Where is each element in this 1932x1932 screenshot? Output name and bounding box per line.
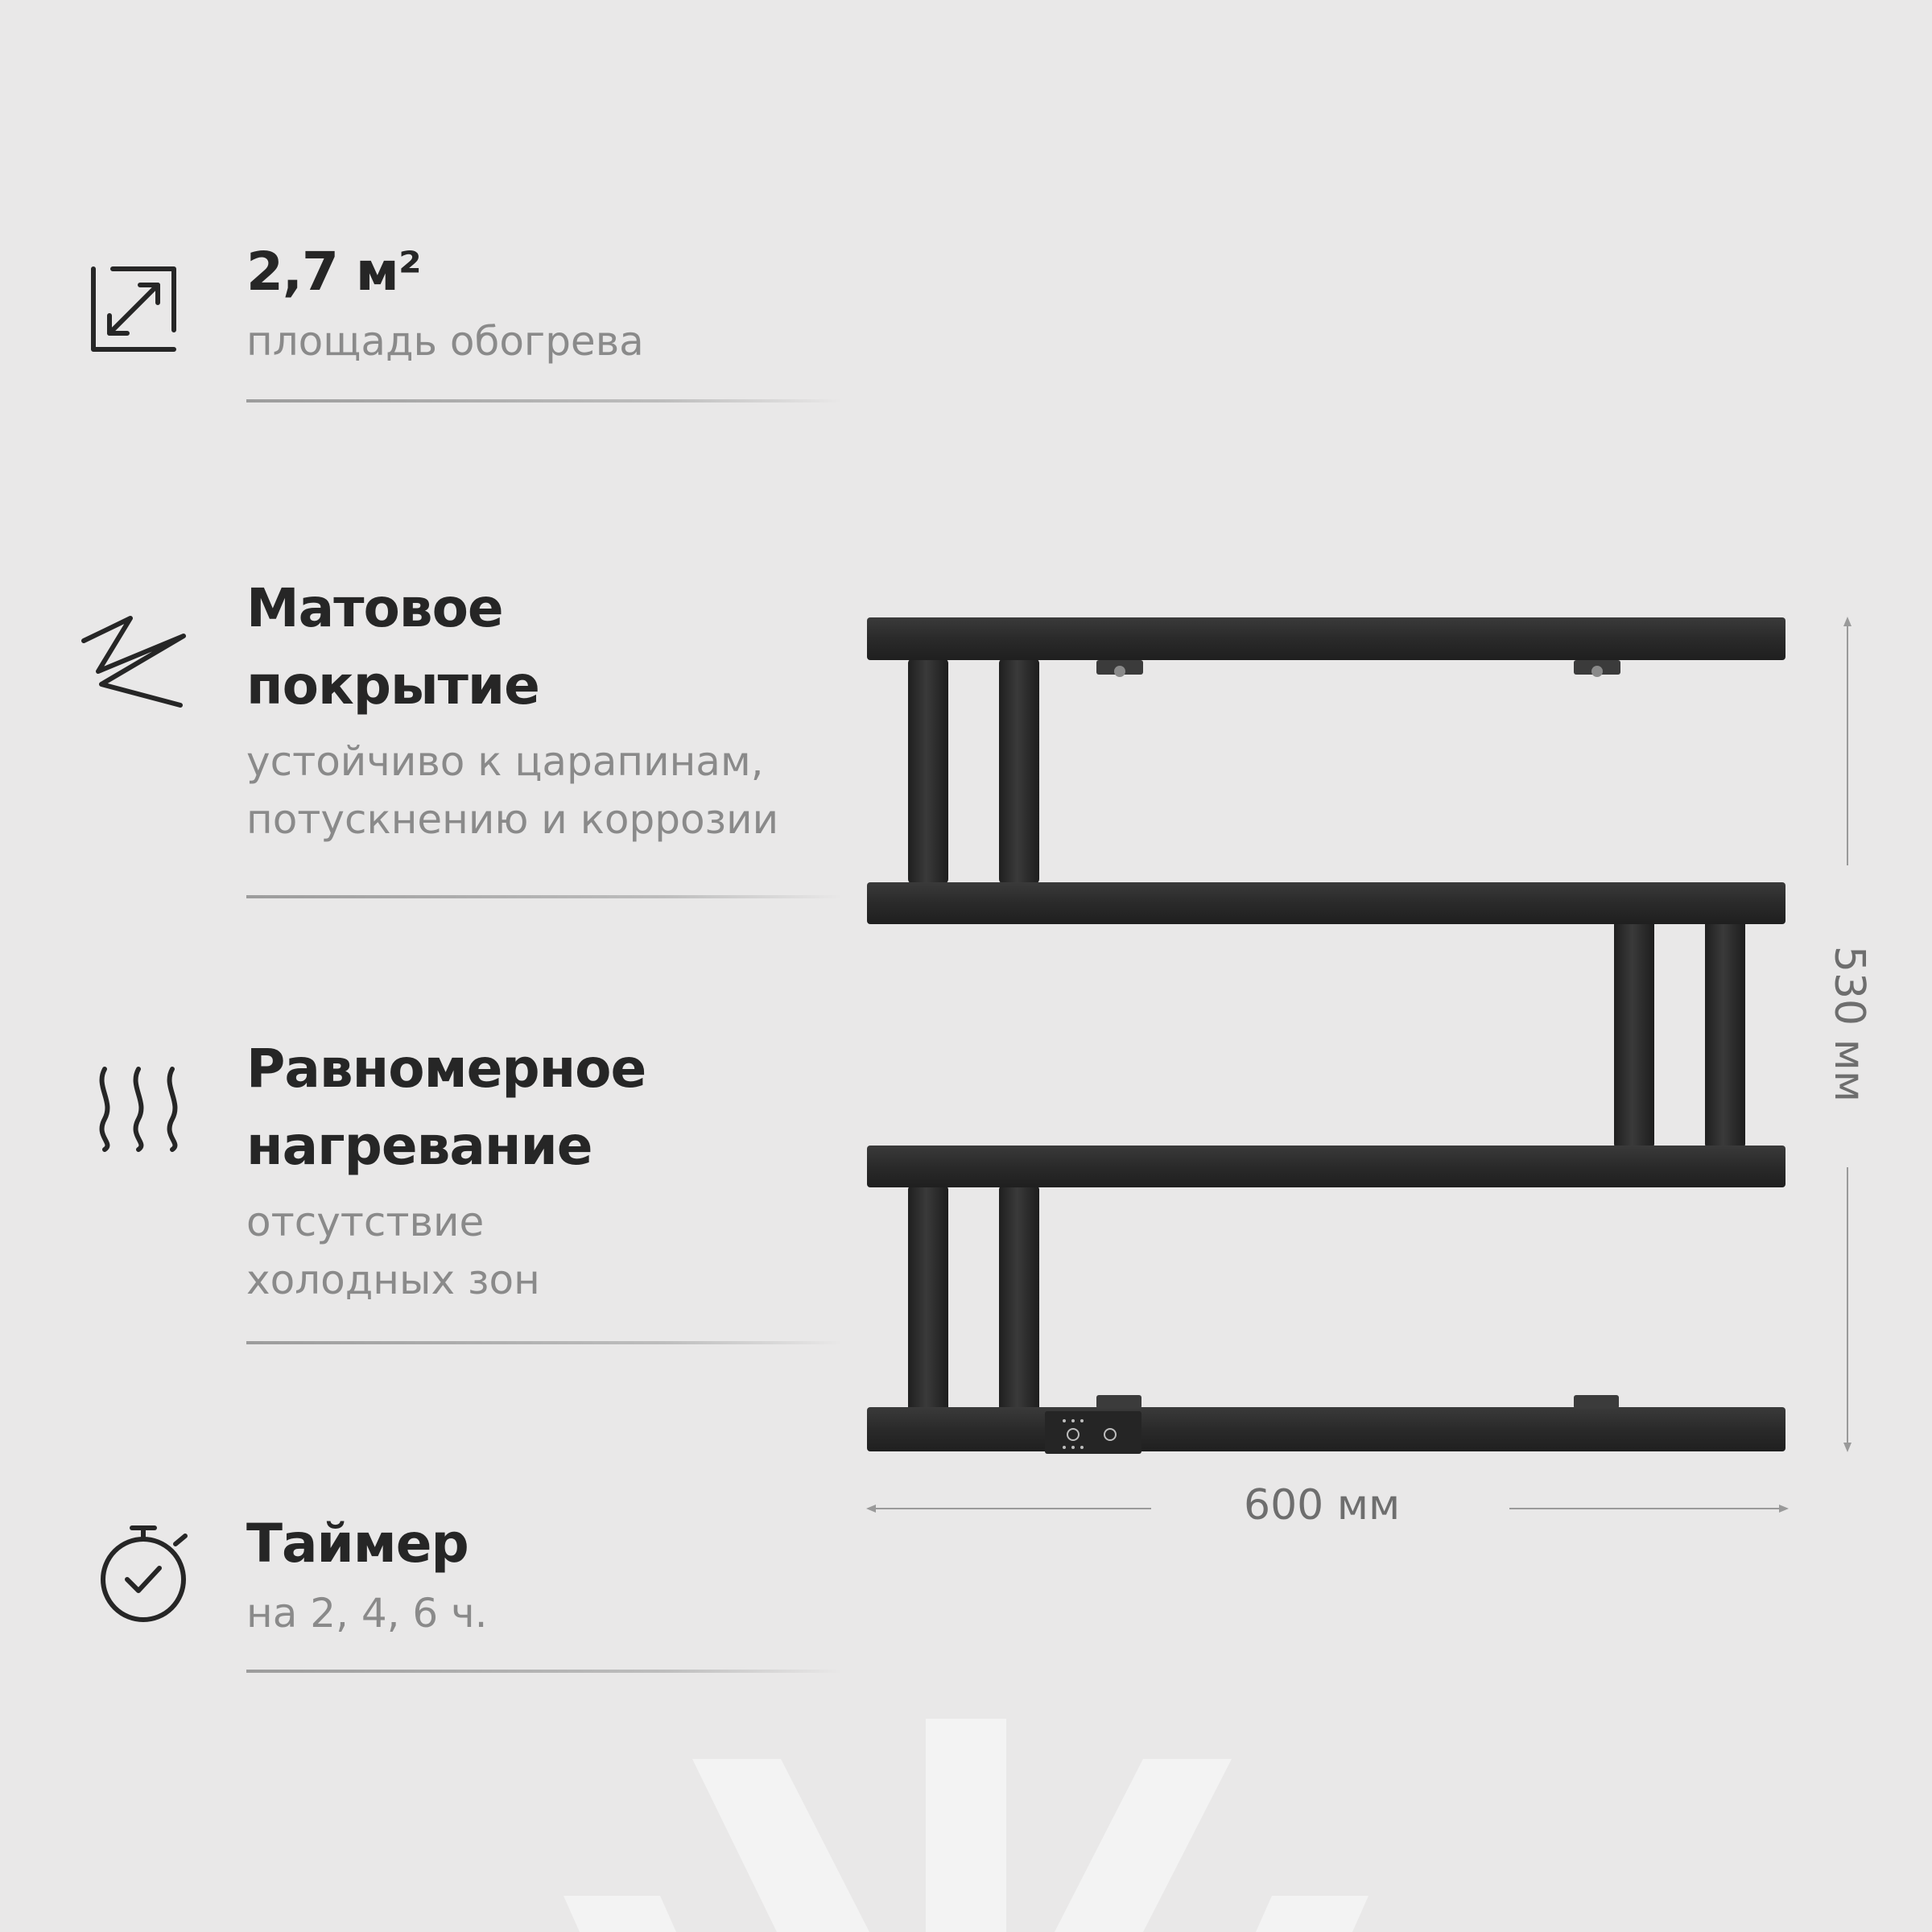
feature-title: Матовое покрытие [246, 577, 539, 716]
feature-description: отсутствие холодных зон [246, 1199, 540, 1303]
height-dimension-label: 530 мм [1825, 945, 1874, 1103]
feature-description: площадь обогрева [246, 318, 644, 365]
feature-title: Равномерное нагревание [246, 1038, 646, 1177]
mounting-brackets [1096, 660, 1620, 1409]
feature-description: устойчиво к царапинам, потускнению и коррозии [246, 738, 779, 843]
vertical-tubes [908, 658, 1745, 1414]
feature-title: 2,7 м² [246, 241, 421, 303]
feature-description: на 2, 4, 6 ч. [246, 1590, 488, 1637]
feature-title: Таймер [246, 1513, 469, 1575]
width-dimension-label: 600 мм [1244, 1481, 1401, 1530]
control-panel [1045, 1411, 1141, 1454]
